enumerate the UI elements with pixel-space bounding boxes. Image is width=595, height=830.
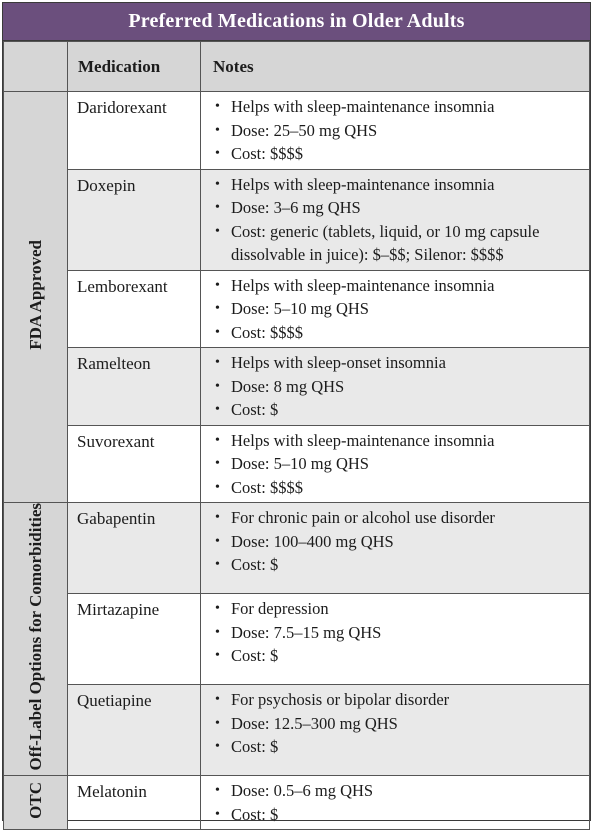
notes-cell: [201, 92, 590, 170]
medication-table: [3, 41, 590, 830]
medication-name: Doxepin: [68, 169, 201, 270]
note-item: • For chronic pain or alcohol use disorder: [215, 506, 583, 530]
table-row: [4, 169, 590, 270]
table-row: [4, 594, 590, 685]
medication-name: Melatonin: [68, 776, 201, 830]
medication-name: Gabapentin: [68, 503, 201, 594]
notes-list: [215, 779, 583, 826]
note-item: • For psychosis or bipolar disorder: [215, 688, 583, 712]
table-row: [4, 776, 590, 830]
notes-list: [215, 173, 583, 267]
medication-name: Ramelteon: [68, 348, 201, 426]
header-group-cell: [4, 42, 68, 92]
note-item: • Helps with sleep-maintenance insomnia: [215, 429, 583, 453]
group-cell: [4, 92, 68, 503]
medication-table-card: [2, 2, 591, 824]
notes-cell: [201, 270, 590, 348]
table-row: [4, 425, 590, 503]
medication-name: Mirtazapine: [68, 594, 201, 685]
note-item: • Cost: $: [215, 398, 583, 422]
medication-name: Quetiapine: [68, 685, 201, 776]
note-item: • Helps with sleep-maintenance insomnia: [215, 274, 583, 298]
table-row: [4, 348, 590, 426]
note-item: • Cost: $: [215, 644, 583, 668]
note-item: • Helps with sleep-maintenance insomnia: [215, 173, 583, 197]
medication-name: Lemborexant: [68, 270, 201, 348]
note-item: • Cost: generic (tablets, liquid, or 10 mg capsule dissolvable in juice): $–$$; Silenor: $$$$: [215, 220, 583, 267]
group-label: FDA Approved: [25, 239, 45, 350]
medication-name: Suvorexant: [68, 425, 201, 503]
group-label: Off-Label Options for Comorbidities: [25, 503, 45, 771]
table-row: [4, 270, 590, 348]
note-item: • Dose: 100–400 mg QHS: [215, 530, 583, 554]
notes-list: [215, 274, 583, 345]
notes-cell: [201, 503, 590, 594]
notes-list: [215, 688, 583, 759]
header-medication: Medication: [68, 42, 201, 92]
note-item: • Cost: $$$$: [215, 142, 583, 166]
group-cell: [4, 776, 68, 830]
note-item: • Helps with sleep-onset insomnia: [215, 351, 583, 375]
notes-cell: [201, 594, 590, 685]
table-row: [4, 503, 590, 594]
note-item: • Dose: 5–10 mg QHS: [215, 297, 583, 321]
notes-list: [215, 351, 583, 422]
note-item: • Cost: $: [215, 553, 583, 577]
note-item: • Dose: 0.5–6 mg QHS: [215, 779, 583, 803]
table-title: Preferred Medications in Older Adults: [3, 3, 590, 41]
table-row: [4, 685, 590, 776]
note-item: • Cost: $$$$: [215, 321, 583, 345]
notes-cell: [201, 169, 590, 270]
note-item: • Dose: 12.5–300 mg QHS: [215, 712, 583, 736]
notes-cell: [201, 348, 590, 426]
notes-cell: [201, 776, 590, 830]
note-item: • Cost: $: [215, 735, 583, 759]
note-item: • Helps with sleep-maintenance insomnia: [215, 95, 583, 119]
group-cell: [4, 503, 68, 776]
table-row: [4, 92, 590, 170]
notes-list: [215, 597, 583, 668]
header-row: [4, 42, 590, 92]
notes-list: [215, 95, 583, 166]
table-body: [4, 42, 590, 830]
note-item: • Dose: 25–50 mg QHS: [215, 119, 583, 143]
header-notes: Notes: [201, 42, 590, 92]
group-label: OTC: [25, 782, 45, 819]
note-item: • Cost: $$$$: [215, 476, 583, 500]
notes-list: [215, 506, 583, 577]
note-item: • Cost: $: [215, 803, 583, 827]
medication-name: Daridorexant: [68, 92, 201, 170]
note-item: • Dose: 3–6 mg QHS: [215, 196, 583, 220]
note-item: • Dose: 8 mg QHS: [215, 375, 583, 399]
notes-list: [215, 429, 583, 500]
note-item: • For depression: [215, 597, 583, 621]
note-item: • Dose: 5–10 mg QHS: [215, 452, 583, 476]
notes-cell: [201, 685, 590, 776]
notes-cell: [201, 425, 590, 503]
note-item: • Dose: 7.5–15 mg QHS: [215, 621, 583, 645]
